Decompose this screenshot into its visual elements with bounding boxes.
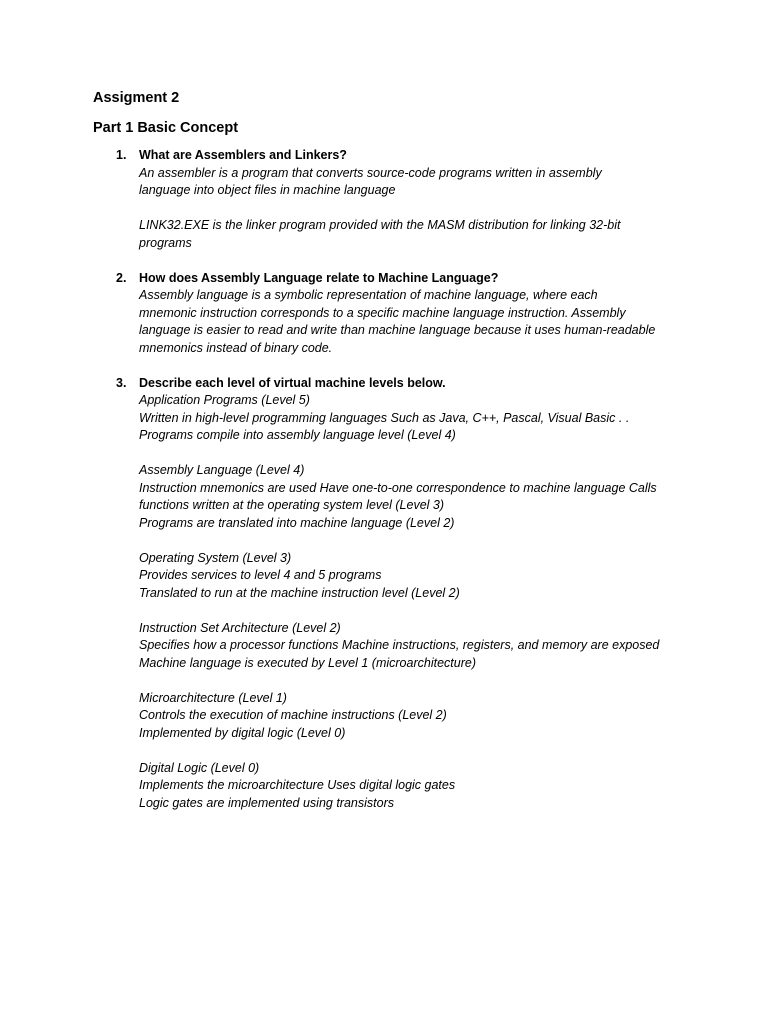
answer-line: Provides services to level 4 and 5 programs — [139, 568, 382, 582]
answer-line: LINK32.EXE is the linker program provided with the MASM distribution for linking 32-bit — [139, 218, 621, 232]
answer-line: Operating System (Level 3) — [139, 550, 292, 565]
question-number: 1. — [116, 148, 127, 162]
answer-line: functions written at the operating system level (Level 3) — [139, 498, 445, 512]
answer-line: Microarchitecture (Level 1) — [139, 690, 287, 705]
answer-line: Logic gates are implemented using transistors — [139, 795, 394, 810]
question-list — [0, 147, 768, 830]
answer-line: Assembly language is a symbolic representation of machine language, where each — [139, 288, 598, 302]
answer-line: language into object files in machine language — [139, 183, 396, 197]
level-paragraph-application-programs — [139, 392, 699, 445]
answer-paragraph — [139, 217, 699, 252]
answer-line: Digital Logic (Level 0) — [139, 760, 260, 775]
answer-line: mnemonic instruction corresponds to a specific machine language instruction. Assembly — [139, 305, 626, 320]
question-number: 2. — [116, 270, 127, 285]
answer-line: language is easier to read and write than machine language because it uses human-readable — [139, 323, 656, 337]
level-paragraph-assembly-language — [139, 462, 699, 532]
question-text: Describe each level of virtual machine levels below. — [139, 375, 446, 390]
answer-line: Written in high-level programming languages Such as Java, C++, Pascal, Visual Basic . . — [139, 410, 630, 425]
answer-line: Programs compile into assembly language level (Level 4) — [139, 428, 456, 442]
question-item-2 — [0, 270, 699, 358]
answer-line: mnemonics instead of binary code. — [139, 340, 333, 355]
question-text: How does Assembly Language relate to Machine Language? — [139, 270, 499, 285]
level-paragraph-microarchitecture — [139, 690, 699, 743]
document-title: Assigment 2 — [93, 90, 180, 106]
answer-line: Instruction Set Architecture (Level 2) — [139, 620, 341, 635]
level-paragraph-operating-system — [139, 550, 699, 603]
level-paragraph-digital-logic — [139, 760, 699, 813]
question-text: What are Assemblers and Linkers? — [139, 148, 347, 162]
question-item-1 — [0, 147, 699, 252]
answer-line: Instruction mnemonics are used Have one-to-one correspondence to machine language Calls — [139, 480, 657, 495]
answer-line: Translated to run at the machine instruction level (Level 2) — [139, 585, 460, 600]
level-paragraph-instruction-set-architecture — [139, 620, 699, 673]
answer-line: Implemented by digital logic (Level 0) — [139, 725, 346, 740]
answer-line: Specifies how a processor functions Machine instructions, registers, and memory are exposed — [139, 638, 660, 652]
answer-paragraph — [139, 287, 699, 357]
question-item-3 — [0, 375, 699, 813]
answer-paragraph — [139, 165, 699, 200]
question-number: 3. — [116, 375, 127, 390]
answer-line: An assembler is a program that converts source-code programs written in assembly — [139, 165, 602, 180]
answer-line: programs — [139, 235, 192, 250]
answer-line: Machine language is executed by Level 1 (microarchitecture) — [139, 655, 476, 670]
part-heading: Part 1 Basic Concept — [93, 120, 239, 136]
answer-line: Controls the execution of machine instructions (Level 2) — [139, 708, 447, 722]
answer-line: Assembly Language (Level 4) — [139, 463, 305, 477]
answer-line: Programs are translated into machine language (Level 2) — [139, 515, 455, 530]
answer-line: Implements the microarchitecture Uses digital logic gates — [139, 778, 456, 792]
answer-line: Application Programs (Level 5) — [139, 393, 310, 407]
